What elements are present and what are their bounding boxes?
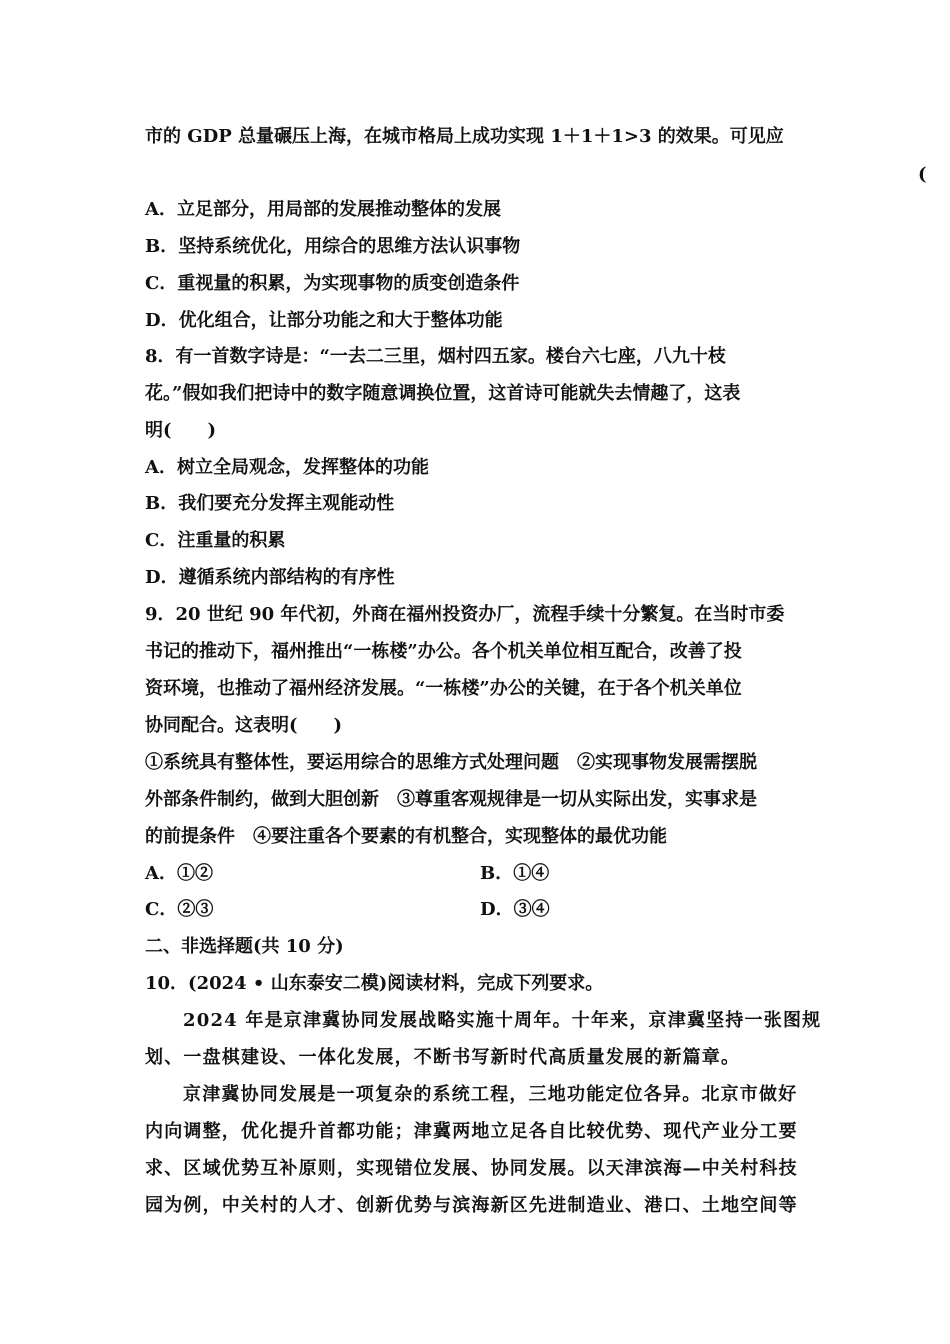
q9-stem-line-4: 协同配合。这表明( ) (145, 715, 343, 736)
q9-option-a: A．①② (145, 863, 213, 884)
q8-option-b: B．我们要充分发挥主观能动性 (145, 493, 395, 514)
q7-option-d: D．优化组合，让部分功能之和大于整体功能 (145, 310, 503, 331)
q9-stem-line-3: 资环境，也推动了福州经济发展。“一栋楼”办公的关键，在于各个机关单位 (145, 678, 742, 699)
q8-option-c: C．注重量的积累 (145, 530, 286, 551)
q8-option-d: D．遵循系统内部结构的有序性 (145, 567, 395, 588)
q8-stem-line-1: 8．有一首数字诗是：“一去二三里，烟村四五家。楼台六七座，八九十枝 (145, 346, 726, 367)
q10-para2-line-3: 求、区域优势互补原则，实现错位发展、协同发展。以天津滨海—中关村科技 (145, 1158, 798, 1179)
q10-para2-line-4: 园为例，中关村的人才、创新优势与滨海新区先进制造业、港口、土地空间等 (145, 1195, 798, 1216)
q9-statement-line-2: 外部条件制约，做到大胆创新 ③尊重客观规律是一切从实际出发，实事求是 (145, 789, 757, 810)
q7-option-a: A．立足部分，用局部的发展推动整体的发展 (145, 199, 501, 220)
q10-para2-line-1: 京津冀协同发展是一项复杂的系统工程，三地功能定位各异。北京市做好 (183, 1084, 798, 1105)
q8-stem-line-3: 明( ) (145, 420, 217, 441)
q9-statement-line-3: 的前提条件 ④要注重各个要素的有机整合，实现整体的最优功能 (145, 826, 667, 847)
q8-stem-line-2: 花。”假如我们把诗中的数字随意调换位置，这首诗可能就失去情趣了，这表 (145, 383, 741, 404)
q8-option-a: A．树立全局观念，发挥整体的功能 (145, 457, 429, 478)
q9-stem-line-1: 9．20 世纪 90 年代初，外商在福州投资办厂，流程手续十分繁复。在当时市委 (145, 604, 785, 625)
q9-option-d: D．③④ (480, 899, 550, 920)
section-heading: 二、非选择题(共 10 分) (145, 936, 344, 957)
q9-stem-line-2: 书记的推动下，福州推出“一栋楼”办公。各个机关单位相互配合，改善了投 (145, 641, 742, 662)
q10-para2-line-2: 内向调整，优化提升首都功能；津冀两地立足各自比较优势、现代产业分工要 (145, 1121, 798, 1142)
q9-option-c: C．②③ (145, 899, 214, 920)
q10-stem: 10．(2024 • 山东泰安二模)阅读材料，完成下列要求。 (145, 973, 604, 994)
q10-para1-line-1: 2024 年是京津冀协同发展战略实施十周年。十年来，京津冀坚持一张图规 (183, 1010, 822, 1031)
q9-statement-line-1: ①系统具有整体性，要运用综合的思维方式处理问题 ②实现事物发展需摆脱 (145, 752, 757, 773)
q9-option-b: B．①④ (480, 863, 550, 884)
q7-paren-fragment: ( (918, 164, 927, 185)
q7-stem-tail: 市的 GDP 总量碾压上海，在城市格局上成功实现 1＋1＋1>3 的效果。可见应 (145, 126, 784, 147)
q7-option-c: C．重视量的积累，为实现事物的质变创造条件 (145, 273, 520, 294)
q10-para1-line-2: 划、一盘棋建设、一体化发展，不断书写新时代高质量发展的新篇章。 (145, 1047, 741, 1068)
q7-option-b: B．坚持系统优化，用综合的思维方法认识事物 (145, 236, 521, 257)
